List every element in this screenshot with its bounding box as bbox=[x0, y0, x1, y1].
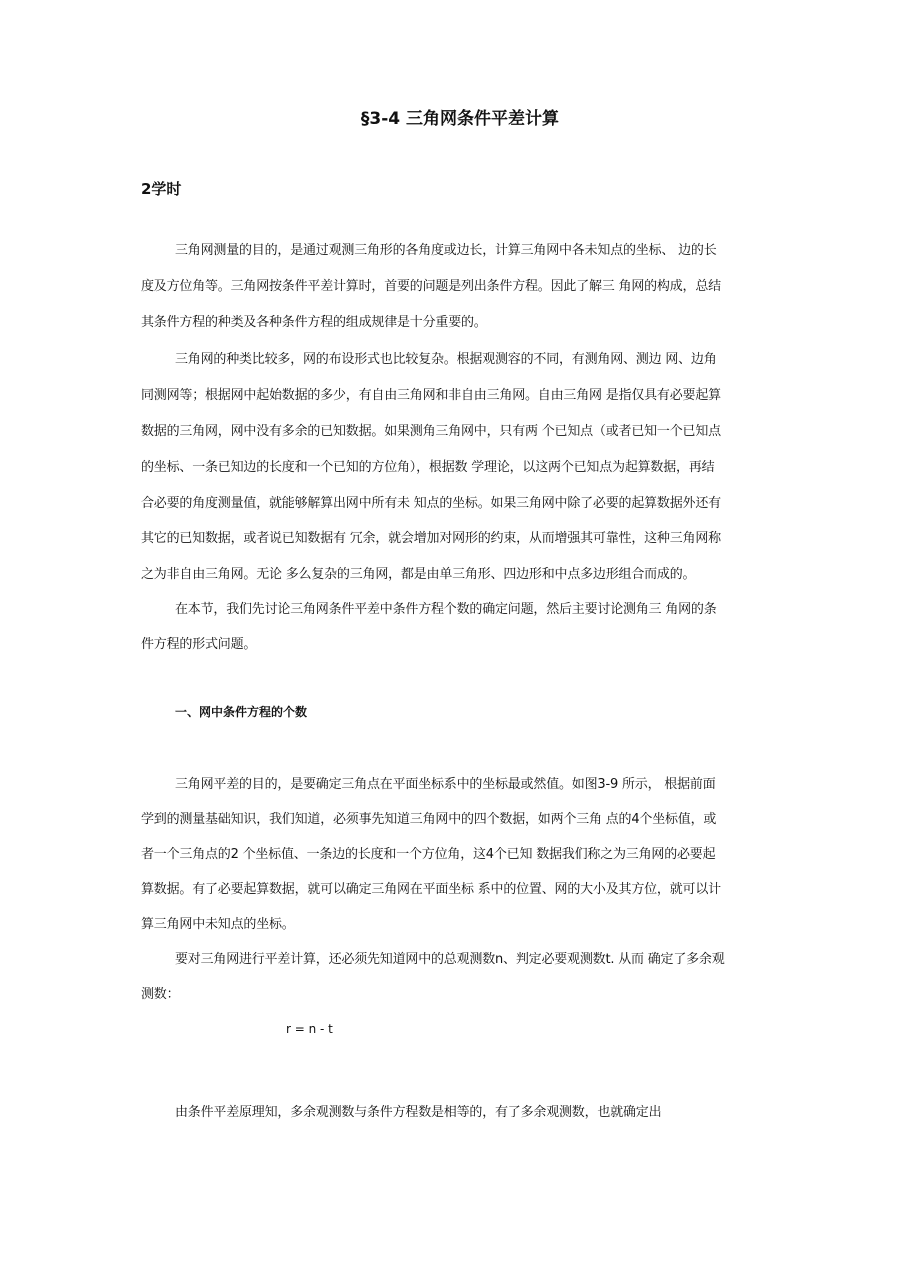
paragraph-line: 件方程的形式问题。 bbox=[141, 637, 257, 652]
paragraph-line: 合必要的角度测量值，就能够解算出网中所有未 知点的坐标。如果三角网中除了必要的起算数据外还有 bbox=[141, 496, 721, 511]
paragraph-line: 三角网的种类比较多，网的布设形式也比较复杂。根据观测容的不同，有测角网、测边 网、边角 bbox=[175, 352, 717, 367]
paragraph-line: 度及方位角等。三角网按条件平差计算时，首要的问题是列出条件方程。因此了解三 角网的构成，总结 bbox=[141, 279, 721, 294]
paragraph-line: 数据的三角网，网中没有多余的已知数据。如果测角三角网中，只有两 个已知点（或者已知一个已知点 bbox=[141, 424, 721, 439]
paragraph-line: 的坐标、一条已知边的长度和一个已知的方位角），根据数 学理论，以这两个已知点为起算数据，再结 bbox=[141, 460, 715, 475]
paragraph-line: 同测网等；根据网中起始数据的多少，有自由三角网和非自由三角网。自由三角网 是指仅具有必要起算 bbox=[141, 388, 721, 403]
formula: r = n - t bbox=[286, 1022, 333, 1036]
paragraph-line: 测数： bbox=[141, 987, 180, 1002]
paragraph-line: 其条件方程的种类及各种条件方程的组成规律是十分重要的。 bbox=[141, 315, 487, 330]
paragraph-line: 算三角网中未知点的坐标。 bbox=[141, 917, 295, 932]
paragraph-line: 在本节，我们先讨论三角网条件平差中条件方程个数的确定问题，然后主要讨论测角三 角网的条 bbox=[175, 602, 717, 617]
paragraph-line: 之为非自由三角网。无论 多么复杂的三角网，都是由单三角形、四边形和中点多边形组合而成的。 bbox=[141, 567, 696, 582]
paragraph-line: 由条件平差原理知，多余观测数与条件方程数是相等的，有了多余观测数，也就确定出 bbox=[175, 1105, 662, 1120]
paragraph-line: 其它的已知数据，或者说已知数据有 冗余，就会增加对网形的约束，从而增强其可靠性，这种三角网称 bbox=[141, 531, 721, 546]
paragraph-line: 学到的测量基础知识，我们知道，必须事先知道三角网中的四个数据，如两个三角 点的4个坐标值，或 bbox=[141, 812, 717, 827]
class-hours: 2学时 bbox=[141, 180, 182, 198]
paragraph-line: 三角网平差的目的，是要确定三角点在平面坐标系中的坐标最或然值。如图3-9 所示， 根据前面 bbox=[175, 777, 716, 792]
paragraph-line: 三角网测量的目的，是通过观测三角形的各角度或边长，计算三角网中各未知点的坐标、 边的长 bbox=[175, 243, 717, 258]
paragraph-line: 者一个三角点的2 个坐标值、一条边的长度和一个方位角，这4个已知 数据我们称之为三角网的必要起 bbox=[141, 847, 716, 862]
page-title: §3-4 三角网条件平差计算 bbox=[360, 109, 560, 129]
section-heading: 一、网中条件方程的个数 bbox=[175, 705, 308, 719]
paragraph-line: 算数据。有了必要起算数据，就可以确定三角网在平面坐标 系中的位置、网的大小及其方位，就可以计 bbox=[141, 882, 721, 897]
paragraph-line: 要对三角网进行平差计算，还必须先知道网中的总观测数n、判定必要观测数t. 从而 确定了多余观 bbox=[175, 952, 725, 967]
